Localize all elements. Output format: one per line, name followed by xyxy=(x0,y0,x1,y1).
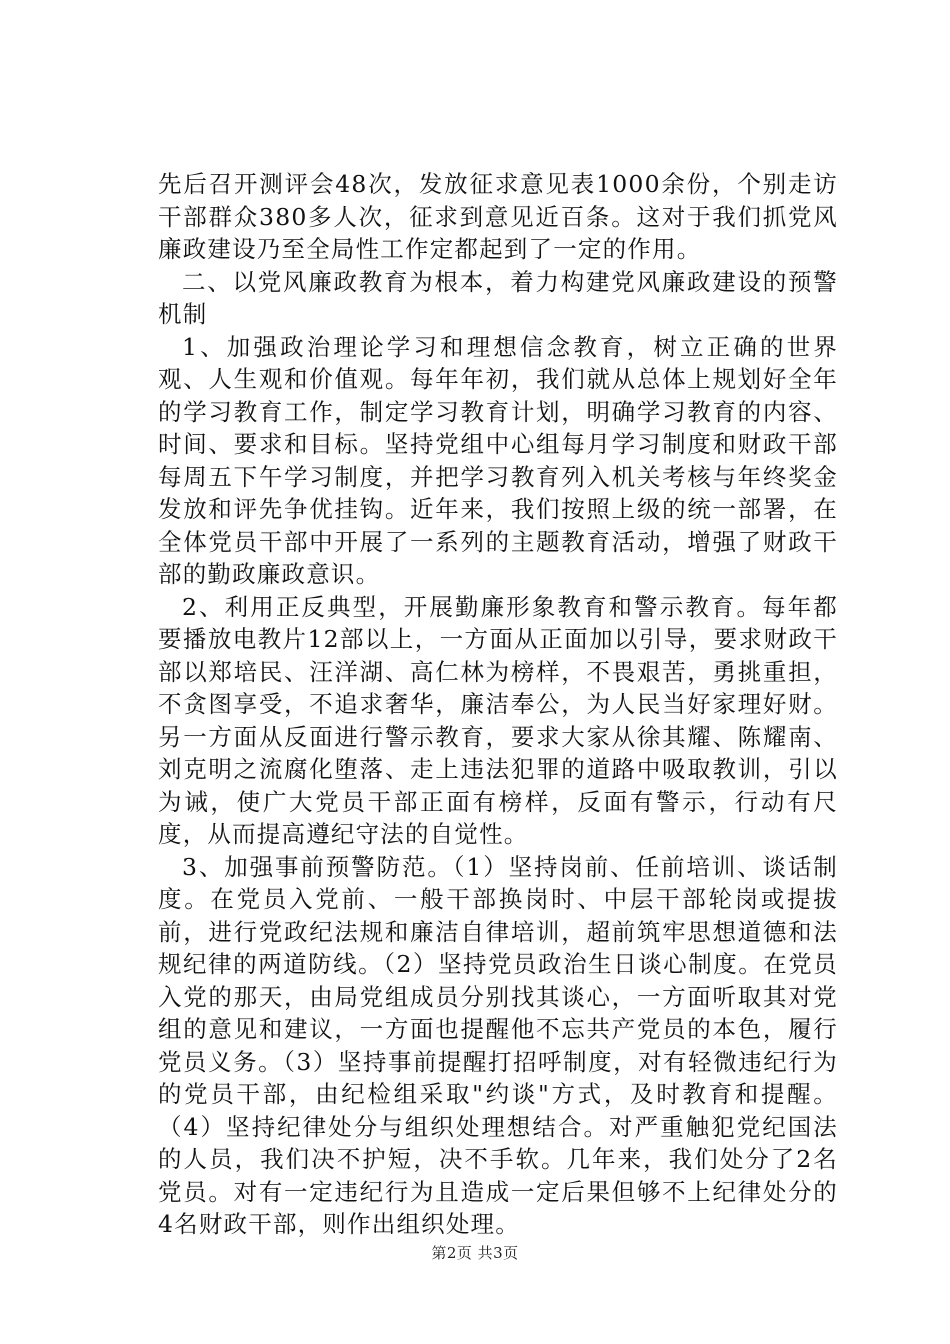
paragraph-item-1: 1、加强政治理论学习和理想信念教育，树立正确的世界观、人生观和价值观。每年年初，我们就从总体上规划好全年的学习教育工作，制定学习教育计划，明确学习教育的内容、时间、要求和目标。坚持党组中心组每月学习制度和财政干部每周五下午学习制度，并把学习教育列入机关考核与年终奖金发放和评先争优挂钩。近年来，我们按照上级的统一部署，在全体党员干部中开展了一系列的主题教育活动，增强了财政干部的勤政廉政意识。 xyxy=(158,332,838,588)
section-heading: 二、以党风廉政教育为根本，着力构建党风廉政建设的预警机制 xyxy=(158,267,838,328)
page-number-footer: 第2页 共3页 xyxy=(431,1244,519,1262)
paragraph-item-3: 3、加强事前预警防范。（1）坚持岗前、任前培训、谈话制度。在党员入党前、一般干部换岗时、中层干部轮岗或提拔前，进行党政纪法规和廉洁自律培训，超前筑牢思想道德和法规纪律的两道防线。（2）坚持党员政治生日谈心制度。在党员入党的那天，由局党组成员分别找其谈心，一方面听取其对党组的意见和建议，一方面也提醒他不忘共产党员的本色，履行党员义务。（3）坚持事前提醒打招呼制度，对有轻微违纪行为的党员干部，由纪检组采取"约谈"方式，及时教育和提醒。（4）坚持纪律处分与组织处理想结合。对严重触犯党纪国法的人员，我们决不护短，决不手软。几年来，我们处分了2名党员。对有一定违纪行为且造成一定后果但够不上纪律处分的4名财政干部，则作出组织处理。 xyxy=(158,852,838,1238)
paragraph-continuation: 先后召开测评会48次，发放征求意见表1000余份，个别走访干部群众380多人次，征求到意见近百条。这对于我们抓党风廉政建设乃至全局性工作定都起到了一定的作用。 xyxy=(158,170,838,263)
paragraph-item-2: 2、利用正反典型，开展勤廉形象教育和警示教育。每年都要播放电教片12部以上，一方面从正面加以引导，要求财政干部以郑培民、汪洋湖、高仁林为榜样，不畏艰苦，勇挑重担，不贪图享受，不追求奢华，廉洁奉公，为人民当好家理好财。另一方面从反面进行警示教育，要求大家从徐其耀、陈耀南、刘克明之流腐化堕落、走上违法犯罪的道路中吸取教训，引以为诫，使广大党员干部正面有榜样，反面有警示，行动有尺度，从而提高遵纪守法的自觉性。 xyxy=(158,592,838,848)
document-body xyxy=(158,168,838,1241)
